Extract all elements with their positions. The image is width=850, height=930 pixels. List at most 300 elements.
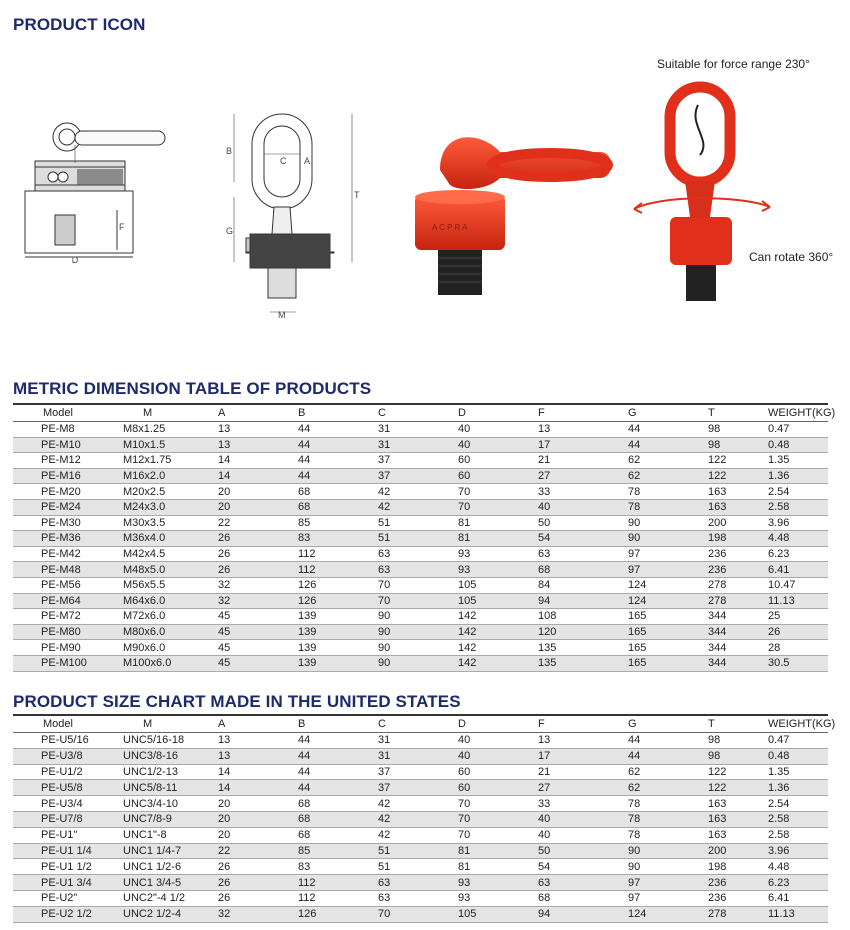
table-cell: UNC1 3/4-5	[108, 875, 218, 891]
table-cell: 42	[378, 796, 458, 812]
table-cell: 42	[378, 499, 458, 515]
table-cell: 32	[218, 906, 298, 922]
table-cell: 32	[218, 577, 298, 593]
table-cell: M36x4.0	[108, 531, 218, 547]
table-cell: M64x6.0	[108, 593, 218, 609]
table-cell: 6.41	[768, 562, 828, 578]
table-cell: M72x6.0	[108, 609, 218, 625]
table-cell: 93	[458, 875, 538, 891]
table-cell: 90	[628, 843, 708, 859]
table-cell: PE-U3/4	[13, 796, 108, 812]
front-m-label: M	[278, 310, 286, 320]
table-cell: M48x5.0	[108, 562, 218, 578]
table-cell: 31	[378, 733, 458, 749]
table-cell: 2.58	[768, 811, 828, 827]
us-table-body	[13, 733, 828, 923]
table-cell: 37	[378, 453, 458, 469]
table-cell: 78	[628, 796, 708, 812]
column-header: F	[538, 404, 628, 422]
table-cell: PE-U3/8	[13, 748, 108, 764]
table-cell: 344	[708, 655, 768, 671]
table-cell: 81	[458, 843, 538, 859]
table-cell: 70	[458, 499, 538, 515]
table-cell: 4.48	[768, 531, 828, 547]
table-cell: 26	[218, 859, 298, 875]
table-cell: PE-U1 1/2	[13, 859, 108, 875]
table-cell: M12x1.75	[108, 453, 218, 469]
table-cell: 135	[538, 655, 628, 671]
table-cell: 14	[218, 468, 298, 484]
table-cell: 135	[538, 640, 628, 656]
table-cell: 44	[298, 733, 378, 749]
table-row	[13, 531, 828, 547]
table-cell: 78	[628, 499, 708, 515]
table-cell: 14	[218, 780, 298, 796]
table-cell: 63	[378, 562, 458, 578]
table-cell: 165	[628, 609, 708, 625]
table-cell: 11.13	[768, 906, 828, 922]
table-row	[13, 515, 828, 531]
table-cell: 26	[218, 546, 298, 562]
table-cell: 93	[458, 562, 538, 578]
table-cell: 68	[538, 562, 628, 578]
red-eye-bolt-photo	[630, 85, 780, 305]
table-cell: PE-U1 3/4	[13, 875, 108, 891]
table-cell: M20x2.5	[108, 484, 218, 500]
table-cell: 68	[298, 827, 378, 843]
table-cell: 17	[538, 748, 628, 764]
table-cell: 70	[378, 906, 458, 922]
table-cell: 44	[628, 437, 708, 453]
table-cell: 1.35	[768, 764, 828, 780]
table-cell: 44	[298, 422, 378, 438]
table-cell: 122	[708, 764, 768, 780]
table-cell: 97	[628, 562, 708, 578]
table-cell: 20	[218, 796, 298, 812]
table-cell: 51	[378, 531, 458, 547]
table-cell: PE-U1"	[13, 827, 108, 843]
table-cell: PE-M24	[13, 499, 108, 515]
table-cell: PE-M36	[13, 531, 108, 547]
table-cell: 90	[628, 859, 708, 875]
table-cell: 163	[708, 796, 768, 812]
metric-table-body	[13, 422, 828, 672]
column-header: B	[298, 404, 378, 422]
table-cell: 31	[378, 437, 458, 453]
table-cell: 1.36	[768, 780, 828, 796]
table-cell: 278	[708, 593, 768, 609]
table-cell: 165	[628, 624, 708, 640]
table-cell: 37	[378, 764, 458, 780]
table-row	[13, 748, 828, 764]
metric-header-row	[13, 404, 828, 422]
table-row	[13, 593, 828, 609]
table-cell: PE-M80	[13, 624, 108, 640]
table-cell: 42	[378, 827, 458, 843]
table-cell: PE-U2 1/2	[13, 906, 108, 922]
table-cell: 1.36	[768, 468, 828, 484]
table-cell: UNC1 1/2-6	[108, 859, 218, 875]
table-cell: 126	[298, 577, 378, 593]
table-cell: 22	[218, 515, 298, 531]
table-row	[13, 609, 828, 625]
table-cell: 50	[538, 843, 628, 859]
us-size-table	[13, 714, 836, 923]
table-cell: M16x2.0	[108, 468, 218, 484]
table-cell: 84	[538, 577, 628, 593]
table-row	[13, 811, 828, 827]
table-cell: 139	[298, 640, 378, 656]
table-row	[13, 577, 828, 593]
table-cell: 124	[628, 906, 708, 922]
table-row	[13, 624, 828, 640]
table-cell: 93	[458, 546, 538, 562]
table-cell: M30x3.5	[108, 515, 218, 531]
table-cell: 163	[708, 827, 768, 843]
table-cell: 2.54	[768, 796, 828, 812]
table-cell: 20	[218, 811, 298, 827]
table-cell: PE-U5/8	[13, 780, 108, 796]
table-cell: 44	[298, 748, 378, 764]
table-cell: 68	[298, 484, 378, 500]
table-cell: M8x1.25	[108, 422, 218, 438]
table-cell: 85	[298, 843, 378, 859]
table-cell: 2.58	[768, 827, 828, 843]
column-header: D	[458, 404, 538, 422]
table-cell: 70	[378, 577, 458, 593]
table-cell: 70	[458, 484, 538, 500]
table-cell: 44	[298, 453, 378, 469]
table-cell: 26	[218, 562, 298, 578]
table-cell: PE-U2"	[13, 890, 108, 906]
column-header: G	[628, 404, 708, 422]
table-cell: 26	[218, 890, 298, 906]
column-header: F	[538, 715, 628, 733]
table-cell: 108	[538, 609, 628, 625]
table-cell: 42	[378, 811, 458, 827]
table-cell: 45	[218, 655, 298, 671]
table-cell: 139	[298, 655, 378, 671]
table-cell: UNC3/8-16	[108, 748, 218, 764]
table-row	[13, 499, 828, 515]
table-cell: M100x6.0	[108, 655, 218, 671]
table-cell: 21	[538, 764, 628, 780]
table-cell: 198	[708, 531, 768, 547]
table-cell: 13	[218, 748, 298, 764]
front-g-label: G	[226, 226, 234, 236]
table-cell: 78	[628, 827, 708, 843]
table-cell: 45	[218, 640, 298, 656]
table-row	[13, 453, 828, 469]
table-row	[13, 796, 828, 812]
table-cell: 51	[378, 515, 458, 531]
table-cell: 122	[708, 780, 768, 796]
table-cell: 83	[298, 531, 378, 547]
table-cell: 21	[538, 453, 628, 469]
table-cell: 51	[378, 859, 458, 875]
table-cell: 124	[628, 593, 708, 609]
table-cell: 40	[458, 748, 538, 764]
table-row	[13, 437, 828, 453]
table-cell: 44	[298, 437, 378, 453]
table-cell: 40	[458, 422, 538, 438]
table-cell: 68	[298, 499, 378, 515]
table-cell: 31	[378, 422, 458, 438]
table-cell: 90	[628, 531, 708, 547]
table-cell: 70	[458, 811, 538, 827]
table-cell: 20	[218, 484, 298, 500]
table-cell: 25	[768, 609, 828, 625]
table-cell: 122	[708, 453, 768, 469]
table-cell: 278	[708, 906, 768, 922]
table-row	[13, 890, 828, 906]
table-cell: 112	[298, 875, 378, 891]
table-cell: 90	[378, 609, 458, 625]
metric-table-heading: METRIC DIMENSION TABLE OF PRODUCTS	[13, 379, 372, 398]
front-c-label: C	[280, 156, 287, 166]
engraving-text: A C P R A	[432, 223, 468, 232]
table-row	[13, 733, 828, 749]
table-cell: 139	[298, 624, 378, 640]
table-cell: 142	[458, 655, 538, 671]
table-cell: 31	[378, 748, 458, 764]
table-cell: 120	[538, 624, 628, 640]
column-header: Model	[13, 715, 108, 733]
table-cell: 6.23	[768, 875, 828, 891]
table-cell: 27	[538, 780, 628, 796]
side-view-drawing	[15, 115, 175, 265]
table-cell: 40	[458, 733, 538, 749]
table-cell: UNC1 1/4-7	[108, 843, 218, 859]
table-cell: 40	[458, 437, 538, 453]
table-cell: UNC7/8-9	[108, 811, 218, 827]
table-cell: 62	[628, 764, 708, 780]
table-cell: 163	[708, 811, 768, 827]
table-cell: 98	[708, 422, 768, 438]
table-cell: PE-U1 1/4	[13, 843, 108, 859]
table-cell: 17	[538, 437, 628, 453]
table-cell: PE-M48	[13, 562, 108, 578]
table-cell: 11.13	[768, 593, 828, 609]
table-cell: 94	[538, 593, 628, 609]
table-cell: 26	[218, 531, 298, 547]
table-cell: PE-M100	[13, 655, 108, 671]
table-cell: 97	[628, 890, 708, 906]
front-b-label: B	[226, 146, 233, 156]
table-row	[13, 546, 828, 562]
table-cell: UNC2 1/2-4	[108, 906, 218, 922]
table-cell: 105	[458, 593, 538, 609]
table-cell: 70	[458, 827, 538, 843]
table-cell: 112	[298, 890, 378, 906]
table-cell: UNC5/8-11	[108, 780, 218, 796]
table-cell: 200	[708, 843, 768, 859]
table-cell: 344	[708, 624, 768, 640]
table-cell: UNC3/4-10	[108, 796, 218, 812]
table-cell: 124	[628, 577, 708, 593]
table-cell: 236	[708, 546, 768, 562]
table-cell: 98	[708, 437, 768, 453]
table-cell: 63	[538, 546, 628, 562]
table-cell: UNC1"-8	[108, 827, 218, 843]
table-cell: 20	[218, 499, 298, 515]
table-cell: 97	[628, 546, 708, 562]
table-cell: 200	[708, 515, 768, 531]
table-cell: 198	[708, 859, 768, 875]
table-cell: 122	[708, 468, 768, 484]
table-row	[13, 562, 828, 578]
table-cell: 163	[708, 499, 768, 515]
table-cell: 344	[708, 640, 768, 656]
us-table-heading: PRODUCT SIZE CHART MADE IN THE UNITED STATES	[13, 692, 461, 711]
table-row	[13, 843, 828, 859]
table-cell: 13	[538, 733, 628, 749]
table-cell: 112	[298, 546, 378, 562]
table-cell: 40	[538, 827, 628, 843]
column-header: WEIGHT(KG)	[768, 404, 828, 422]
column-header: T	[708, 715, 768, 733]
table-cell: 165	[628, 655, 708, 671]
table-cell: 26	[768, 624, 828, 640]
column-header: M	[108, 715, 218, 733]
table-cell: 54	[538, 859, 628, 875]
table-cell: 344	[708, 609, 768, 625]
table-row	[13, 484, 828, 500]
table-cell: PE-M10	[13, 437, 108, 453]
table-cell: 90	[378, 655, 458, 671]
table-cell: 81	[458, 859, 538, 875]
table-cell: 44	[298, 764, 378, 780]
table-cell: PE-M20	[13, 484, 108, 500]
table-cell: 165	[628, 640, 708, 656]
table-cell: 97	[628, 875, 708, 891]
table-cell: 33	[538, 796, 628, 812]
table-cell: PE-M42	[13, 546, 108, 562]
table-cell: 42	[378, 484, 458, 500]
table-cell: 20	[218, 827, 298, 843]
column-header: A	[218, 404, 298, 422]
table-cell: 27	[538, 468, 628, 484]
table-cell: 0.48	[768, 748, 828, 764]
table-cell: 44	[628, 748, 708, 764]
table-row	[13, 906, 828, 922]
table-cell: 33	[538, 484, 628, 500]
column-header: WEIGHT(KG)	[768, 715, 828, 733]
table-cell: 44	[298, 780, 378, 796]
table-cell: 32	[218, 593, 298, 609]
column-header: T	[708, 404, 768, 422]
table-cell: 70	[378, 593, 458, 609]
table-cell: 236	[708, 890, 768, 906]
table-cell: 13	[218, 437, 298, 453]
table-cell: 105	[458, 906, 538, 922]
table-cell: 142	[458, 609, 538, 625]
table-cell: 6.23	[768, 546, 828, 562]
table-cell: 112	[298, 562, 378, 578]
column-header: Model	[13, 404, 108, 422]
table-row	[13, 468, 828, 484]
table-cell: 13	[538, 422, 628, 438]
table-cell: 278	[708, 577, 768, 593]
front-a-label: A	[304, 156, 311, 166]
table-row	[13, 875, 828, 891]
table-cell: 6.41	[768, 890, 828, 906]
table-cell: 22	[218, 843, 298, 859]
table-cell: 105	[458, 577, 538, 593]
table-cell: 3.96	[768, 515, 828, 531]
table-cell: 28	[768, 640, 828, 656]
table-cell: M10x1.5	[108, 437, 218, 453]
table-cell: 1.35	[768, 453, 828, 469]
table-cell: 60	[458, 453, 538, 469]
table-cell: 85	[298, 515, 378, 531]
table-cell: PE-M64	[13, 593, 108, 609]
table-cell: 93	[458, 890, 538, 906]
table-cell: M42x4.5	[108, 546, 218, 562]
table-cell: 62	[628, 780, 708, 796]
table-cell: 163	[708, 484, 768, 500]
table-cell: M80x6.0	[108, 624, 218, 640]
table-cell: 126	[298, 906, 378, 922]
table-cell: 78	[628, 484, 708, 500]
table-cell: 81	[458, 515, 538, 531]
metric-dimension-table	[13, 403, 836, 672]
column-header: A	[218, 715, 298, 733]
front-view-drawing	[212, 112, 362, 322]
product-icon-heading: PRODUCT ICON	[13, 15, 146, 34]
table-cell: PE-M8	[13, 422, 108, 438]
table-cell: PE-U1/2	[13, 764, 108, 780]
table-cell: 139	[298, 609, 378, 625]
table-cell: PE-M56	[13, 577, 108, 593]
table-cell: 126	[298, 593, 378, 609]
table-cell: 60	[458, 468, 538, 484]
table-row	[13, 655, 828, 671]
table-cell: 0.48	[768, 437, 828, 453]
column-header: B	[298, 715, 378, 733]
column-header: C	[378, 715, 458, 733]
table-cell: 60	[458, 780, 538, 796]
table-cell: PE-M90	[13, 640, 108, 656]
table-cell: 142	[458, 640, 538, 656]
table-cell: M90x6.0	[108, 640, 218, 656]
table-cell: 10.47	[768, 577, 828, 593]
table-cell: 40	[538, 811, 628, 827]
front-t-label: T	[354, 190, 360, 200]
table-cell: M24x3.0	[108, 499, 218, 515]
table-cell: 13	[218, 422, 298, 438]
table-row	[13, 827, 828, 843]
table-cell: 13	[218, 733, 298, 749]
table-cell: 63	[378, 890, 458, 906]
rotate-callout: Can rotate 360°	[749, 250, 834, 264]
table-cell: UNC5/16-18	[108, 733, 218, 749]
table-cell: 98	[708, 733, 768, 749]
table-cell: UNC2"-4 1/2	[108, 890, 218, 906]
table-cell: PE-M72	[13, 609, 108, 625]
table-cell: 3.96	[768, 843, 828, 859]
table-cell: 68	[298, 811, 378, 827]
force-range-callout: Suitable for force range 230°	[657, 57, 810, 71]
table-cell: 90	[378, 624, 458, 640]
table-cell: PE-M30	[13, 515, 108, 531]
table-row	[13, 780, 828, 796]
table-cell: M56x5.5	[108, 577, 218, 593]
table-cell: 40	[538, 499, 628, 515]
table-row	[13, 640, 828, 656]
table-cell: 98	[708, 748, 768, 764]
table-cell: PE-U5/16	[13, 733, 108, 749]
